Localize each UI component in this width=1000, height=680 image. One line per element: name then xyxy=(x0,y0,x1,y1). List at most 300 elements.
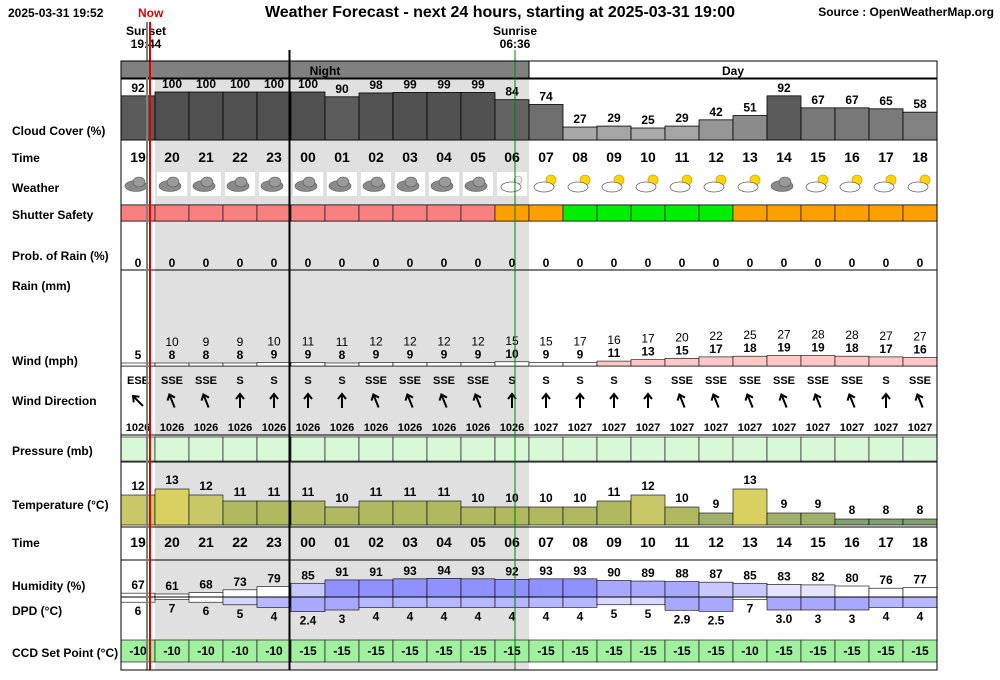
rain-prob-value: 0 xyxy=(576,256,584,270)
wind-gust-value: 16 xyxy=(607,333,621,348)
dpd-bar xyxy=(563,597,597,607)
pressure-value: 1027 xyxy=(533,422,559,434)
time-label: 01 xyxy=(334,534,350,550)
rain-prob-value: 0 xyxy=(746,256,754,270)
wind-speed-value: 9 xyxy=(542,347,550,362)
rain-prob-value: 0 xyxy=(270,256,278,270)
temperature-value: 12 xyxy=(199,479,213,493)
dpd-bar xyxy=(835,597,869,610)
cloud-bar xyxy=(767,96,801,140)
sunrise-label: Sunrise xyxy=(492,24,537,38)
humidity-bar xyxy=(359,580,393,597)
cloud-bar xyxy=(359,93,393,140)
row-label-wind: Wind (mph) xyxy=(12,354,78,368)
pressure-cell xyxy=(257,437,291,461)
shutter-cell xyxy=(733,205,767,221)
row-label-weather: Weather xyxy=(12,181,60,195)
dpd-value: 4 xyxy=(372,609,380,624)
humidity-bar xyxy=(223,590,257,597)
rain-prob-value: 0 xyxy=(814,256,822,270)
wind-gust-value: 11 xyxy=(335,335,349,349)
pressure-cell xyxy=(325,437,359,461)
temperature-value: 10 xyxy=(505,491,519,505)
cloud-value: 29 xyxy=(675,111,689,126)
dpd-bar xyxy=(325,597,359,610)
time-label: 00 xyxy=(300,534,316,550)
humidity-bar xyxy=(461,579,495,597)
temperature-bar xyxy=(461,507,495,525)
row-label-rain-prob: Prob. of Rain (%) xyxy=(12,249,109,263)
wind-dir-label: S xyxy=(304,375,312,387)
humidity-value: 92 xyxy=(505,564,519,579)
wind-bar xyxy=(903,358,937,366)
shutter-cell xyxy=(427,205,461,221)
dpd-value: 4 xyxy=(542,609,550,624)
time-label: 04 xyxy=(436,149,452,165)
pressure-value: 1026 xyxy=(363,422,389,434)
row-label-time: Time xyxy=(12,151,40,165)
temperature-value: 10 xyxy=(471,491,485,505)
rain-prob-value: 0 xyxy=(440,256,448,270)
wind-dir-label: SSE xyxy=(432,375,456,387)
humidity-value: 68 xyxy=(199,577,213,592)
time-label: 00 xyxy=(300,149,316,165)
time-label: 17 xyxy=(878,534,894,550)
pressure-cell xyxy=(665,437,699,461)
wind-speed-value: 19 xyxy=(811,340,825,355)
wind-speed-value: 18 xyxy=(743,341,757,356)
pressure-cell xyxy=(393,437,427,461)
temperature-bar xyxy=(325,507,359,525)
time-label: 16 xyxy=(844,149,860,165)
wind-bar xyxy=(223,363,257,366)
humidity-value: 67 xyxy=(131,578,145,593)
shutter-cell xyxy=(495,205,529,221)
dpd-value: 5 xyxy=(236,606,244,621)
dpd-value: 2.4 xyxy=(299,613,317,628)
humidity-bar xyxy=(665,582,699,597)
ccd-value: -15 xyxy=(571,644,589,658)
cloud-value: 42 xyxy=(709,104,723,119)
dpd-bar xyxy=(495,597,529,607)
time-label: 02 xyxy=(368,149,384,165)
dpd-bar xyxy=(801,597,835,610)
humidity-value: 93 xyxy=(539,563,553,578)
wind-gust-value: 27 xyxy=(913,329,927,344)
ccd-value: -15 xyxy=(333,644,351,658)
time-label: 13 xyxy=(742,534,758,550)
wind-dir-label: SSE xyxy=(840,375,864,387)
dpd-bar xyxy=(223,597,257,605)
rain-prob-value: 0 xyxy=(610,256,618,270)
pressure-value: 1027 xyxy=(839,422,865,434)
temperature-value: 12 xyxy=(131,479,145,493)
humidity-value: 79 xyxy=(267,571,281,586)
pressure-value: 1027 xyxy=(907,422,933,434)
time-label: 08 xyxy=(572,149,588,165)
time-label: 09 xyxy=(606,149,622,165)
time-label: 13 xyxy=(742,149,758,165)
cloud-value: 99 xyxy=(403,77,417,92)
dpd-bar xyxy=(189,597,223,602)
shutter-cell xyxy=(155,205,189,221)
cloud-bar xyxy=(223,92,257,140)
shutter-cell xyxy=(529,205,563,221)
pressure-value: 1026 xyxy=(227,422,253,434)
temperature-value: 10 xyxy=(573,491,587,505)
pressure-value: 1026 xyxy=(431,422,457,434)
wind-speed-value: 9 xyxy=(406,347,414,362)
wind-speed-value: 8 xyxy=(338,348,346,362)
dpd-bar xyxy=(461,597,495,607)
wind-gust-value: 28 xyxy=(845,328,859,343)
humidity-value: 90 xyxy=(607,565,621,580)
wind-speed-value: 5 xyxy=(134,348,142,362)
wind-dir-label: SSE xyxy=(738,375,762,387)
row-label-dpd: DPD (°C) xyxy=(12,604,63,618)
pressure-cell xyxy=(529,437,563,461)
wind-gust-value: 28 xyxy=(811,327,825,342)
rain-prob-value: 0 xyxy=(406,256,414,270)
temperature-value: 11 xyxy=(267,485,281,499)
wind-gust-value: 9 xyxy=(236,335,244,349)
time-label: 05 xyxy=(470,149,486,165)
wind-bar xyxy=(665,358,699,366)
pressure-value: 1027 xyxy=(567,422,593,434)
temperature-value: 10 xyxy=(675,491,689,505)
pressure-value: 1026 xyxy=(193,422,219,434)
time-label: 20 xyxy=(164,149,180,165)
wind-bar xyxy=(869,357,903,366)
temperature-value: 11 xyxy=(369,485,383,499)
shutter-cell xyxy=(869,205,903,221)
time-label: 23 xyxy=(266,534,282,550)
wind-dir-label: S xyxy=(338,375,346,387)
humidity-bar xyxy=(801,585,835,597)
pressure-cell xyxy=(223,437,257,461)
cloud-value: 58 xyxy=(913,97,927,112)
cloud-value: 27 xyxy=(573,112,587,127)
wind-speed-value: 8 xyxy=(202,348,210,362)
cloud-value: 67 xyxy=(811,92,825,107)
dpd-value: 4 xyxy=(406,609,414,624)
time-label: 23 xyxy=(266,149,282,165)
dpd-value: 3 xyxy=(814,612,822,626)
wind-dir-label: SSE xyxy=(670,375,694,387)
pressure-cell xyxy=(359,437,393,461)
humidity-bar xyxy=(869,588,903,597)
cloud-value: 51 xyxy=(743,100,757,115)
pressure-value: 1027 xyxy=(669,422,695,434)
cloud-value: 92 xyxy=(131,80,145,95)
pressure-value: 1027 xyxy=(805,422,831,434)
pressure-cell xyxy=(189,437,223,461)
time-label: 08 xyxy=(572,534,588,550)
time-label: 19 xyxy=(130,149,146,165)
temperature-value: 9 xyxy=(814,497,822,511)
ccd-value: -15 xyxy=(639,644,657,658)
cloud-bar xyxy=(257,92,291,140)
humidity-bar xyxy=(325,580,359,597)
temperature-value: 9 xyxy=(780,497,788,511)
temperature-bar xyxy=(597,501,631,525)
cloud-value: 29 xyxy=(607,111,621,126)
dpd-value: 4 xyxy=(474,609,482,624)
dpd-bar xyxy=(631,597,665,605)
wind-arrow-icon xyxy=(542,394,550,408)
rain-prob-value: 0 xyxy=(542,256,550,270)
pressure-value: 1026 xyxy=(159,422,185,434)
pressure-value: 1026 xyxy=(465,422,491,434)
cloud-bar xyxy=(597,126,631,140)
sun-cloud-icon xyxy=(568,182,588,192)
pressure-value: 1027 xyxy=(635,422,661,434)
temperature-value: 9 xyxy=(712,497,720,511)
ccd-value: -15 xyxy=(877,644,895,658)
cloud-bar xyxy=(325,97,359,140)
ccd-value: -15 xyxy=(435,644,453,658)
wind-bar xyxy=(461,363,495,367)
rain-prob-value: 0 xyxy=(882,256,890,270)
wind-speed-value: 9 xyxy=(372,347,380,362)
wind-arrow-icon xyxy=(676,393,689,409)
time-label: 19 xyxy=(130,534,146,550)
sunset-time: 19:44 xyxy=(130,37,162,51)
dpd-value: 2.9 xyxy=(673,612,691,627)
wind-bar xyxy=(597,361,631,366)
wind-speed-value: 17 xyxy=(879,341,893,356)
cloud-bar xyxy=(563,127,597,140)
rain-prob-value: 0 xyxy=(236,256,244,270)
humidity-value: 73 xyxy=(233,574,247,589)
shutter-cell xyxy=(903,205,937,221)
wind-arrow-icon xyxy=(710,393,723,409)
row-label-wind-dir: Wind Direction xyxy=(12,394,97,408)
humidity-bar xyxy=(393,579,427,597)
humidity-bar xyxy=(427,578,461,597)
dpd-value: 3.0 xyxy=(775,612,793,626)
cloud-bar xyxy=(529,104,563,140)
pressure-value: 1026 xyxy=(295,422,321,434)
temperature-value: 8 xyxy=(882,503,890,517)
time-label: 20 xyxy=(164,534,180,550)
temperature-value: 11 xyxy=(607,485,621,499)
shutter-cell xyxy=(767,205,801,221)
humidity-value: 93 xyxy=(471,563,485,578)
cloud-bar xyxy=(903,112,937,140)
sun-cloud-icon xyxy=(806,182,826,192)
shutter-cell xyxy=(291,205,325,221)
wind-gust-value: 10 xyxy=(267,334,281,349)
humidity-value: 76 xyxy=(879,573,893,588)
dpd-bar xyxy=(767,597,801,610)
time-label: 10 xyxy=(640,149,656,165)
cloud-value: 100 xyxy=(297,77,319,91)
wind-arrow-icon xyxy=(778,393,791,409)
cloud-icon-puff xyxy=(779,177,791,187)
pressure-value: 1026 xyxy=(329,422,355,434)
dpd-bar xyxy=(597,597,631,605)
time-label: 07 xyxy=(538,149,554,165)
dpd-bar xyxy=(257,597,291,607)
humidity-value: 83 xyxy=(777,569,791,584)
cloud-icon-puff xyxy=(133,177,145,187)
moon-cloud-icon xyxy=(501,182,521,192)
dpd-bar xyxy=(393,597,427,607)
pressure-cell xyxy=(869,437,903,461)
pressure-value: 1027 xyxy=(771,422,797,434)
ccd-value: -15 xyxy=(707,644,725,658)
night-band-label: Night xyxy=(309,64,341,78)
ccd-value: -15 xyxy=(809,644,827,658)
cloud-bar xyxy=(801,108,835,140)
wind-speed-value: 16 xyxy=(913,342,927,357)
sun-cloud-icon xyxy=(874,182,894,192)
wind-gust-value: 22 xyxy=(709,328,723,343)
temperature-bar xyxy=(257,501,291,525)
temperature-bar xyxy=(733,489,767,525)
temperature-bar xyxy=(223,501,257,525)
time-label: 15 xyxy=(810,534,826,550)
ccd-value: -15 xyxy=(537,644,555,658)
ccd-value: -15 xyxy=(605,644,623,658)
pressure-cell xyxy=(155,437,189,461)
sun-cloud-icon xyxy=(908,182,928,192)
humidity-bar xyxy=(563,579,597,597)
wind-gust-value: 27 xyxy=(879,328,893,343)
temperature-value: 13 xyxy=(165,473,179,487)
ccd-value: -15 xyxy=(469,644,487,658)
wind-dir-label: S xyxy=(882,375,890,387)
temperature-bar xyxy=(155,489,189,525)
ccd-value: -15 xyxy=(911,644,929,658)
wind-bar xyxy=(359,363,393,367)
time-label: 12 xyxy=(708,534,724,550)
now-label: Now xyxy=(138,6,164,20)
humidity-value: 77 xyxy=(913,572,927,587)
wind-bar xyxy=(495,362,529,366)
cloud-bar xyxy=(155,92,189,140)
humidity-bar xyxy=(631,581,665,597)
wind-dir-label: SSE xyxy=(908,375,932,387)
wind-speed-value: 18 xyxy=(845,341,859,356)
rain-prob-value: 0 xyxy=(338,256,346,270)
wind-dir-label: SSE xyxy=(772,375,796,387)
sun-cloud-icon xyxy=(636,182,656,192)
ccd-value: -15 xyxy=(673,644,691,658)
dpd-bar xyxy=(427,597,461,607)
cloud-icon-puff xyxy=(269,177,281,187)
wind-gust-value: 11 xyxy=(301,334,315,349)
shutter-cell xyxy=(801,205,835,221)
wind-gust-value: 12 xyxy=(369,334,383,349)
time-label: 06 xyxy=(504,149,520,165)
temperature-bar xyxy=(903,519,937,525)
wind-gust-value: 9 xyxy=(202,335,210,349)
dpd-value: 4 xyxy=(916,609,924,624)
cloud-icon-puff xyxy=(337,177,349,187)
temperature-bar xyxy=(835,519,869,525)
humidity-bar xyxy=(903,588,937,597)
humidity-bar xyxy=(529,579,563,597)
temperature-bar xyxy=(359,501,393,525)
ccd-value: -10 xyxy=(231,644,249,658)
wind-bar xyxy=(257,363,291,367)
wind-gust-value: 12 xyxy=(403,334,417,349)
cloud-value: 100 xyxy=(229,77,251,91)
row-label-cloud: Cloud Cover (%) xyxy=(12,124,106,138)
time-label: 07 xyxy=(538,534,554,550)
rain-prob-value: 0 xyxy=(508,256,516,270)
sun-cloud-icon xyxy=(534,182,554,192)
ccd-value: -10 xyxy=(163,644,181,658)
time-label: 04 xyxy=(436,534,452,550)
row-label-pressure: Pressure (mb) xyxy=(12,444,93,458)
humidity-value: 91 xyxy=(335,564,349,579)
sunrise-time: 06:36 xyxy=(499,37,531,51)
time-label: 01 xyxy=(334,149,350,165)
wind-arrow-icon xyxy=(744,393,757,409)
dpd-value: 2.5 xyxy=(707,613,725,628)
cloud-icon-puff xyxy=(439,177,451,187)
pressure-cell xyxy=(631,437,665,461)
wind-bar xyxy=(393,363,427,367)
dpd-bar xyxy=(665,597,699,610)
cloud-bar xyxy=(189,92,223,140)
temperature-bar xyxy=(869,519,903,525)
cloud-icon-puff xyxy=(235,177,247,187)
wind-dir-label: SSE xyxy=(364,375,388,387)
cloud-bar xyxy=(869,109,903,140)
sun-cloud-icon xyxy=(704,182,724,192)
wind-arrow-icon xyxy=(914,393,927,409)
humidity-value: 85 xyxy=(301,568,315,583)
wind-speed-value: 9 xyxy=(270,347,278,362)
humidity-bar xyxy=(189,593,223,597)
source-label: Source : OpenWeatherMap.org xyxy=(818,5,994,19)
temperature-bar xyxy=(767,513,801,525)
page-title: Weather Forecast - next 24 hours, starting at 2025-03-31 19:00 xyxy=(264,4,736,21)
dpd-value: 4 xyxy=(508,609,516,624)
shutter-cell xyxy=(257,205,291,221)
row-label-time2: Time xyxy=(12,536,40,550)
wind-arrow-icon xyxy=(846,393,859,409)
cloud-value: 100 xyxy=(161,77,183,91)
wind-bar xyxy=(835,356,869,366)
humidity-value: 88 xyxy=(675,566,689,581)
wind-gust-value: 20 xyxy=(675,330,689,345)
dpd-value: 4 xyxy=(882,609,890,624)
wind-speed-value: 15 xyxy=(675,343,689,358)
cloud-bar xyxy=(733,116,767,140)
temperature-bar xyxy=(801,513,835,525)
cloud-value: 67 xyxy=(845,92,859,107)
shutter-cell xyxy=(325,205,359,221)
time-label: 12 xyxy=(708,149,724,165)
temperature-value: 13 xyxy=(743,473,757,487)
temperature-value: 11 xyxy=(301,485,315,499)
humidity-value: 61 xyxy=(165,579,179,593)
shutter-cell xyxy=(393,205,427,221)
wind-speed-value: 10 xyxy=(505,346,519,361)
ccd-value: -10 xyxy=(129,644,147,658)
ccd-value: -15 xyxy=(503,644,521,658)
wind-dir-label: S xyxy=(610,375,618,387)
pressure-cell xyxy=(291,437,325,461)
temperature-value: 8 xyxy=(848,503,856,517)
wind-dir-label: S xyxy=(576,375,584,387)
dpd-value: 3 xyxy=(848,612,856,626)
